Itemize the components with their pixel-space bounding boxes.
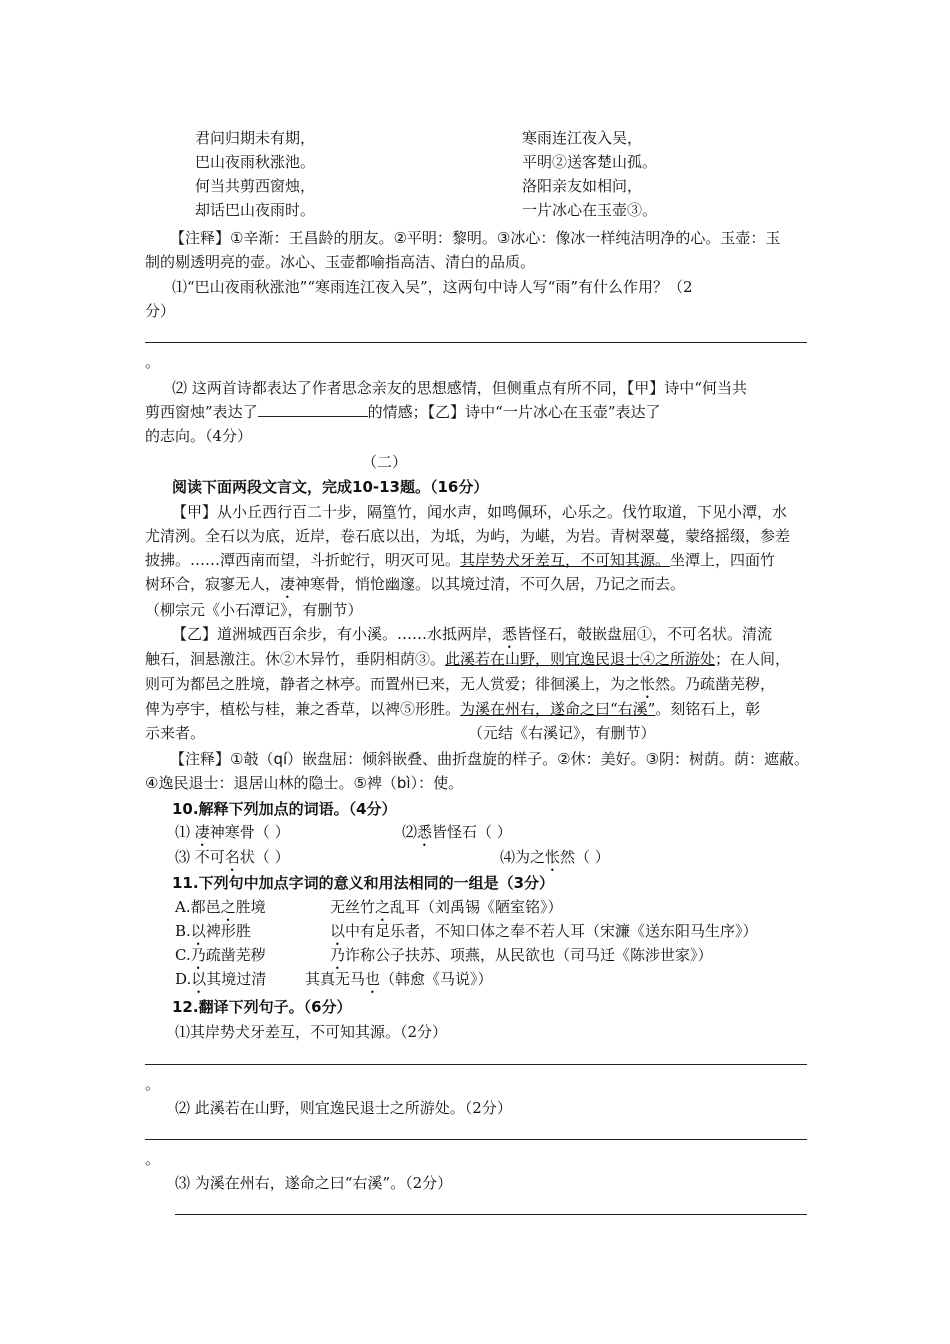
q10-item-2-dot: 悉 (417, 823, 433, 841)
poem-yi-line-1: 寒雨连江夜入吴， (522, 129, 643, 147)
yi-underlined-sentence-2: 为溪在州右，遂命之曰“右溪” (460, 700, 656, 718)
q10-item-3-rest[interactable]: 状（ ） (239, 848, 290, 866)
q11-c-dot-1: 乃 (190, 946, 206, 964)
yi-line-2 (145, 649, 790, 669)
q11-c-dot-2: 乃 (330, 946, 346, 964)
jia-line-4-b: 神寒骨，悄怆幽邃。以其境过清，不可久居，乃记之而去。 (295, 575, 686, 593)
q10-item-1-num: ⑴ (175, 823, 195, 841)
q11-b-2: 裨形胜 (205, 922, 251, 940)
q1-line-1: ⑴“巴山夜雨秋涨池”“寒雨连江夜入吴”，这两句中诗人写“雨”有什么作用？（2 (172, 278, 693, 296)
q11-d-2: 其境过清 (206, 970, 267, 988)
q11-d-3: 其真无马 (305, 970, 366, 988)
yi-source: （元结《右溪记》，有删节） (468, 724, 656, 742)
note2-line-2: ④逸民退士：退居山林的隐士。⑤裨（bì）：使。 (145, 774, 464, 792)
q10-item-2-rest[interactable]: 皆怪石（ ） (432, 823, 512, 841)
q10-item-1-dot: 凄 (194, 823, 210, 841)
q11-a-4: 乱耳（刘禹锡《陋室铭》） (390, 898, 563, 916)
q10-item-4-num: ⑷为之 (500, 848, 546, 866)
yi-line-1-b: 皆怪石，攲嵌盘屈①，不可名状。清流 (517, 625, 773, 643)
poem-jia-line-1: 君问归期未有期， (195, 129, 316, 147)
q10-item-4-dot: 怅 (545, 848, 561, 866)
q12-sentence-2: ⑵ 此溪若在山野，则宜逸民退士之所游处。（2分） (175, 1099, 512, 1117)
q11-a-dot-2: 之 (375, 898, 391, 916)
q11-c-3: 诈称公子扶苏、项燕，从民欲也（司马迁《陈涉世家》） (345, 946, 713, 964)
poem-jia-line-4: 却话巴山夜雨时。 (195, 201, 316, 219)
jia-line-3-end: 坐潭上，四面竹 (670, 551, 776, 569)
q11-d-4: （韩愈《马说》） (380, 970, 493, 988)
q11-b-dot-1: 以 (190, 922, 206, 940)
poem-jia-line-2: 巴山夜雨秋涨池。 (195, 153, 316, 171)
yi-line-5: 示来者。 (145, 724, 206, 742)
jia-line-3 (145, 550, 775, 570)
jia-line-2: 尤清洌。全石以为底，近岸，卷石底以出，为坻，为屿，为嵁，为岩。青树翠蔓，蒙络摇缀，参差 (145, 527, 791, 545)
q11-b-3: 中有足乐者，不知口体之奉不若人耳（宋濂《送东阳马生序》） (345, 922, 758, 940)
q11-d-1: D. (175, 970, 192, 988)
q10-item-3 (175, 847, 290, 875)
q10-title: 10.解释下列加点的词语。（4分） (172, 800, 397, 818)
yi-line-1 (172, 624, 772, 652)
section-instruction: 阅读下面两段文言文，完成10-13题。（16分） (172, 478, 489, 496)
period-mark-3: 。 (145, 1150, 161, 1168)
poem-jia-line-3: 何当共剪西窗烛， (195, 177, 316, 195)
q11-d-dot-2: 也 (365, 970, 381, 988)
q11-b-dot-2: 以 (330, 922, 346, 940)
q2-blank[interactable] (258, 402, 368, 417)
q10-item-2 (402, 822, 512, 850)
section-title: （二） (362, 453, 408, 471)
period-mark: 。 (145, 353, 161, 371)
jia-line-3-a: 披拂。……潭西南而望，斗折蛇行，明灭可见。 (145, 551, 461, 569)
yi-line-3-a: 则可为都邑之胜境，静者之林亭。而置州已来，无人赏爱；徘徊溪上，为之 (145, 675, 641, 693)
q11-a-3: 无丝竹 (330, 898, 376, 916)
yi-line-2-a: 触石，洄悬激注。休②木异竹，垂阴相荫③。 (145, 650, 446, 668)
q2-line-2-a: 剪西窗烛”表达了 (145, 403, 258, 421)
note2-line-1: 【注释】①攲（qí）嵌盘屈：倾斜嵌叠、曲折盘旋的样子。②休：美好。③阴：树荫。荫：遮蔽。 (170, 750, 810, 768)
q2-line-2 (145, 402, 661, 422)
answer-line-q1[interactable] (145, 342, 807, 343)
q11-b-1: B. (175, 922, 191, 940)
q11-a-1: A.都邑 (175, 898, 221, 916)
yi-line-2-b: ；在人间， (715, 650, 791, 668)
q11-a-dot-1: 之 (220, 898, 236, 916)
q10-item-3-num: ⑶ 不可 (175, 848, 225, 866)
jia-dotted-char: 凄 (280, 575, 296, 593)
yi-underlined-sentence-1: 此溪若在山野，则宜逸民退士④之所游处 (445, 650, 716, 668)
q10-item-1-rest[interactable]: 神寒骨（ ） (209, 823, 290, 841)
yi-dotted-char-2: 怅 (640, 675, 656, 693)
yi-line-4 (145, 699, 760, 719)
q11-option-d-compare (305, 969, 493, 997)
q10-item-3-dot: 名 (224, 848, 240, 866)
yi-line-1-a: 【乙】道洲城西百余步，有小溪。……水抵两岸， (172, 625, 503, 643)
q11-c-2: 疏凿芜秽 (205, 946, 266, 964)
jia-line-4-a: 树环合，寂寥无人， (145, 575, 281, 593)
jia-underlined-sentence: 其岸势犬牙差互，不可知其源。 (460, 551, 671, 569)
jia-line-4 (145, 574, 685, 602)
answer-line-q12-2[interactable] (145, 1139, 807, 1140)
note1-line-1: 【注释】①辛渐：王昌龄的朋友。②平明：黎明。③冰心：像冰一样纯洁明净的心。玉壶：玉 (170, 229, 781, 247)
yi-line-4-b: 。刻铭石上，彰 (655, 700, 761, 718)
poem-yi-line-3: 洛阳亲友如相问， (522, 177, 643, 195)
yi-line-3 (145, 674, 775, 702)
answer-line-q12-3[interactable] (175, 1214, 807, 1215)
q11-c-1: C. (175, 946, 191, 964)
poem-yi-line-4: 一片冰心在玉壶③。 (522, 201, 658, 219)
jia-source: （柳宗元《小石潭记》，有删节） (145, 601, 363, 619)
q10-item-2-num: ⑵ (402, 823, 418, 841)
q10-item-4 (500, 847, 610, 875)
yi-line-4-a: 俾为亭宇，植松与桂，兼之香草，以裨⑤形胜。 (145, 700, 461, 718)
poem-yi-line-2: 平明②送客楚山孤。 (522, 153, 658, 171)
q2-line-2-b: 的情感；【乙】诗中“一片冰心在玉壶”表达了 (367, 403, 661, 421)
q10-item-1 (175, 822, 290, 850)
q12-sentence-1: ⑴其岸势犬牙差互，不可知其源。（2分） (175, 1023, 448, 1041)
q11-d-dot-1: 以 (191, 970, 207, 988)
q11-a-2: 胜境 (235, 898, 266, 916)
q1-line-2: 分） (145, 302, 176, 320)
q12-sentence-3: ⑶ 为溪在州右，遂命之曰“右溪”。（2分） (175, 1174, 453, 1192)
note1-line-2: 制的剔透明亮的壶。冰心、玉壶都喻指高洁、清白的品质。 (145, 253, 536, 271)
q11-option-d[interactable] (175, 969, 266, 997)
q2-line-3: 的志向。（4分） (145, 427, 253, 445)
period-mark-2: 。 (145, 1075, 161, 1093)
yi-line-3-b: 然。乃疏凿芜秽， (655, 675, 776, 693)
answer-line-q12-1[interactable] (145, 1064, 807, 1065)
q10-item-4-rest[interactable]: 然（ ） (560, 848, 610, 866)
q11-title: 11.下列句中加点字词的意义和用法相同的一组是（3分） (172, 874, 555, 892)
q2-line-1: ⑵ 这两首诗都表达了作者思念亲友的思想感情，但侧重点有所不同，【甲】诗中“何当共 (172, 379, 747, 397)
q12-title: 12.翻译下列句子。（6分） (172, 998, 352, 1016)
jia-line-1: 【甲】从小丘西行百二十步，隔篁竹，闻水声，如鸣佩环，心乐之。伐竹取道，下见小潭，水 (172, 503, 788, 521)
yi-dotted-char-1: 悉 (502, 625, 518, 643)
